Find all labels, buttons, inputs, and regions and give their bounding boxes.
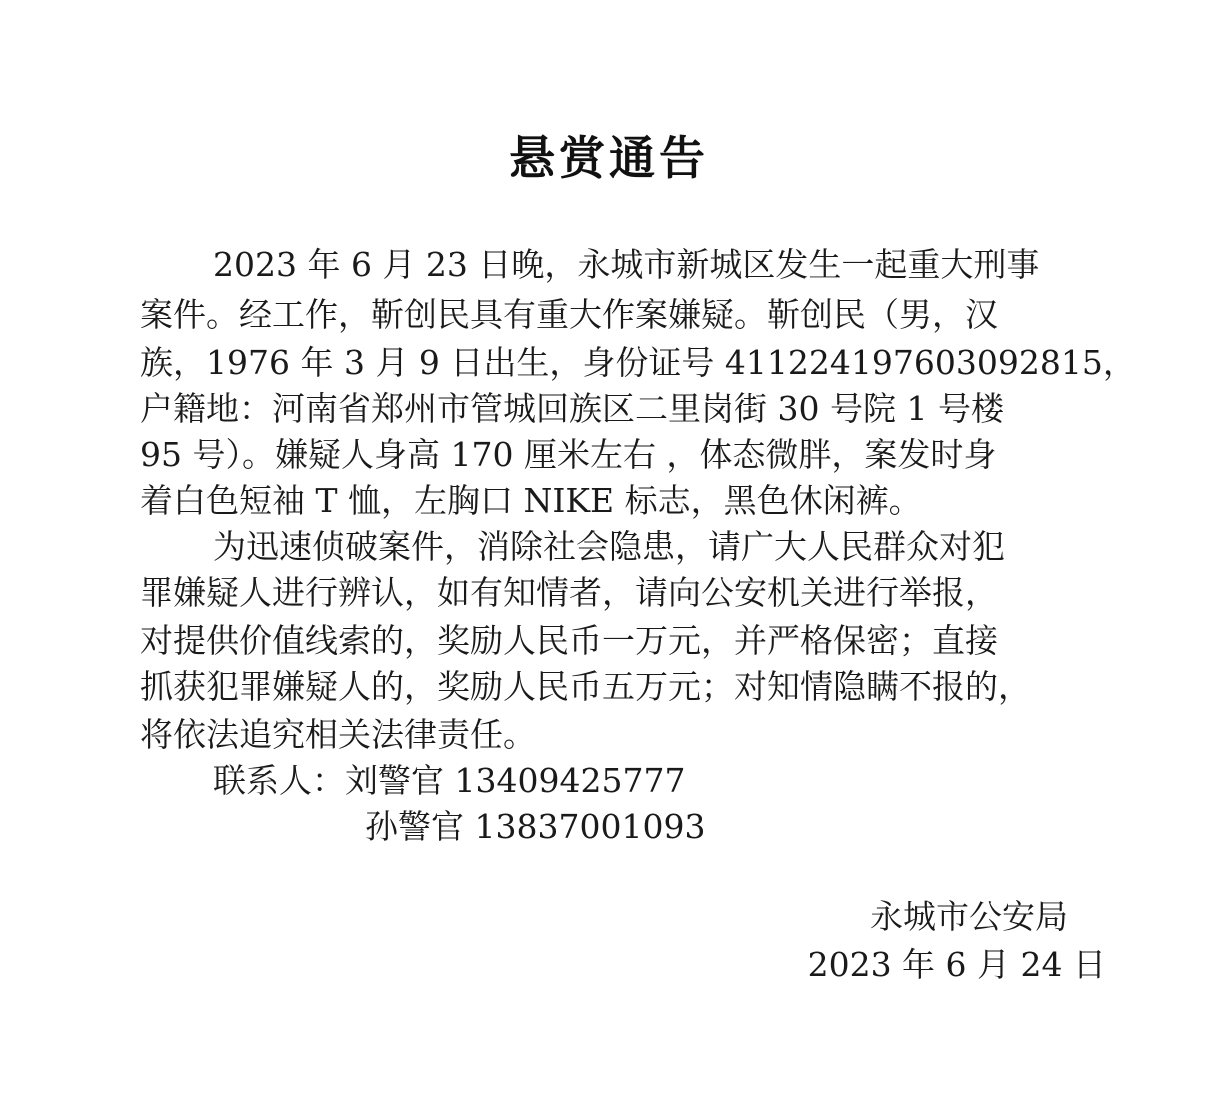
paragraph1-line: 着白色短袖 T 恤，左胸口 NIKE 标志，黑色休闲裤。 [140, 481, 922, 520]
paragraph2-line: 罪嫌疑人进行辨认，如有知情者，请向公安机关进行举报， [140, 573, 998, 612]
paragraph2-line: 为迅速侦破案件，消除社会隐患，请广大人民群众对犯 [213, 527, 1005, 566]
paragraph2-line: 对提供价值线索的，奖励人民币一万元，并严格保密；直接 [140, 621, 998, 660]
paragraph2-line: 抓获犯罪嫌疑人的，奖励人民币五万元；对知情隐瞒不报的， [140, 667, 1031, 706]
paragraph1-line: 户籍地：河南省郑州市管城回族区二里岗街 30 号院 1 号楼 [140, 389, 1004, 428]
paragraph1-line: 族，1976 年 3 月 9 日出生，身份证号 411224197603092815， [140, 343, 1136, 382]
notice-title: 悬赏通告 [509, 131, 709, 185]
paragraph2-line: 将依法追究相关法律责任。 [140, 715, 536, 754]
paragraph1-line: 案件。经工作，靳创民具有重大作案嫌疑。靳创民（男，汉 [140, 295, 998, 334]
paragraph1-line: 95 号）。嫌疑人身高 170 厘米左右 ，体态微胖，案发时身 [140, 435, 997, 474]
issue-date: 2023 年 6 月 24 日 [807, 945, 1106, 984]
contact-line-1: 联系人：刘警官 13409425777 [213, 761, 686, 800]
contact-line-2: 孙警官 13837001093 [365, 807, 706, 846]
paragraph1-line: 2023 年 6 月 23 日晚，永城市新城区发生一起重大刑事 [213, 245, 1040, 284]
issuer-name: 永城市公安局 [870, 897, 1068, 936]
